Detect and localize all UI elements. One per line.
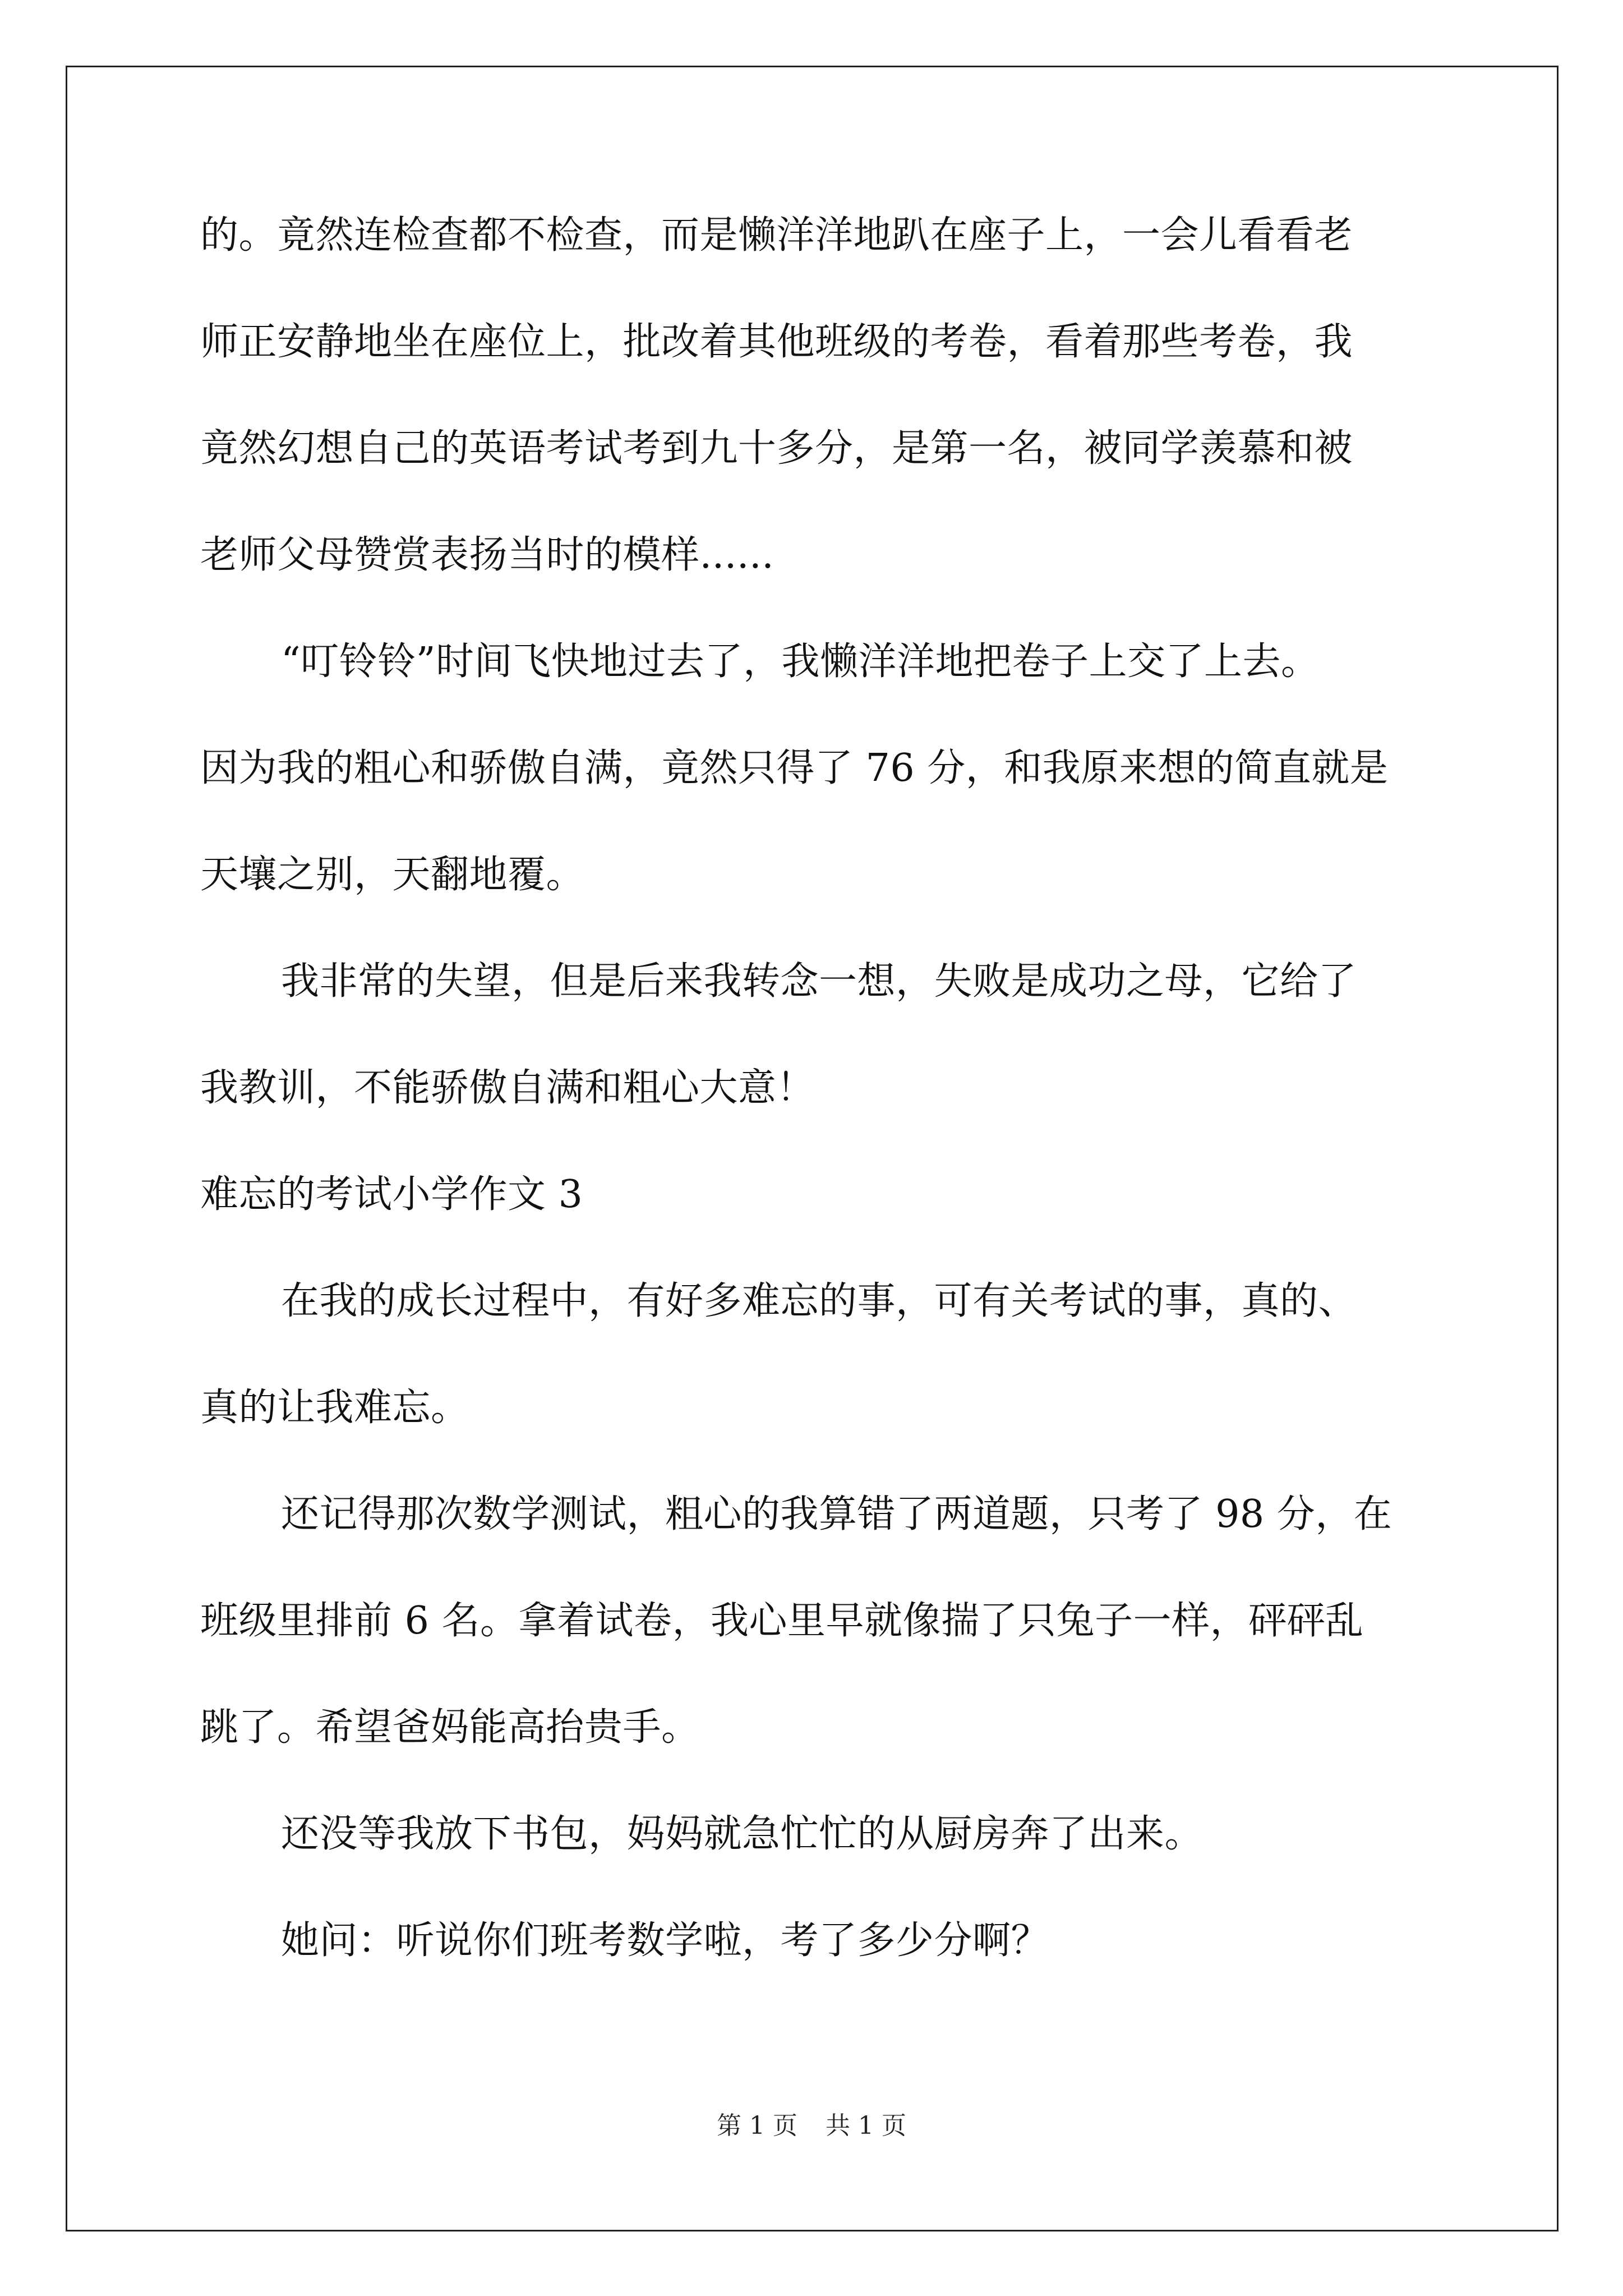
section-heading: 难忘的考试小学作文 3 [200, 1172, 583, 1217]
paragraph-start-line: “叮铃铃”时间飞快地过去了，我懒洋洋地把卷子上交了上去。 [281, 639, 1320, 684]
paragraph-start-line: 还没等我放下书包，妈妈就急忙忙的从厨房奔了出来。 [281, 1812, 1204, 1856]
text-line: 天壤之别，天翻地覆。 [200, 853, 585, 897]
page-number-current: 第 1 页 [717, 2111, 797, 2140]
paragraph-start-line: 她问：听说你们班考数学啦，考了多少分啊？ [281, 1918, 1050, 1963]
text-line: 师正安静地坐在座位上，批改着其他班级的考卷，看着那些考卷，我 [200, 320, 1353, 364]
text-line: 的。竟然连检查都不检查，而是懒洋洋地趴在座子上，一会儿看看老 [200, 213, 1353, 257]
paragraph-start-line: 我非常的失望，但是后来我转念一想，失败是成功之母，它给了 [281, 959, 1357, 1004]
text-line: 竟然幻想自己的英语考试考到九十多分，是第一名，被同学羡慕和被 [200, 426, 1353, 471]
text-line: 因为我的粗心和骄傲自满，竟然只得了 76 分，和我原来想的简直就是 [200, 746, 1389, 790]
text-line: 班级里排前 6 名。拿着试卷，我心里早就像揣了只兔子一样，砰砰乱 [200, 1599, 1364, 1643]
page-border [66, 66, 1559, 2231]
page-number-total: 共 1 页 [826, 2111, 906, 2140]
paragraph-start-line: 还记得那次数学测试，粗心的我算错了两道题，只考了 98 分，在 [281, 1492, 1393, 1536]
paragraph-start-line: 在我的成长过程中，有好多难忘的事，可有关考试的事，真的、 [281, 1279, 1357, 1323]
page-footer [0, 2111, 1623, 2140]
text-line: 我教训，不能骄傲自满和粗心大意！ [200, 1066, 815, 1110]
text-line: 跳了。希望爸妈能高抬贵手。 [200, 1705, 700, 1750]
text-line: 老师父母赞赏表扬当时的模样...... [200, 533, 774, 577]
text-line: 真的让我难忘。 [200, 1386, 469, 1430]
